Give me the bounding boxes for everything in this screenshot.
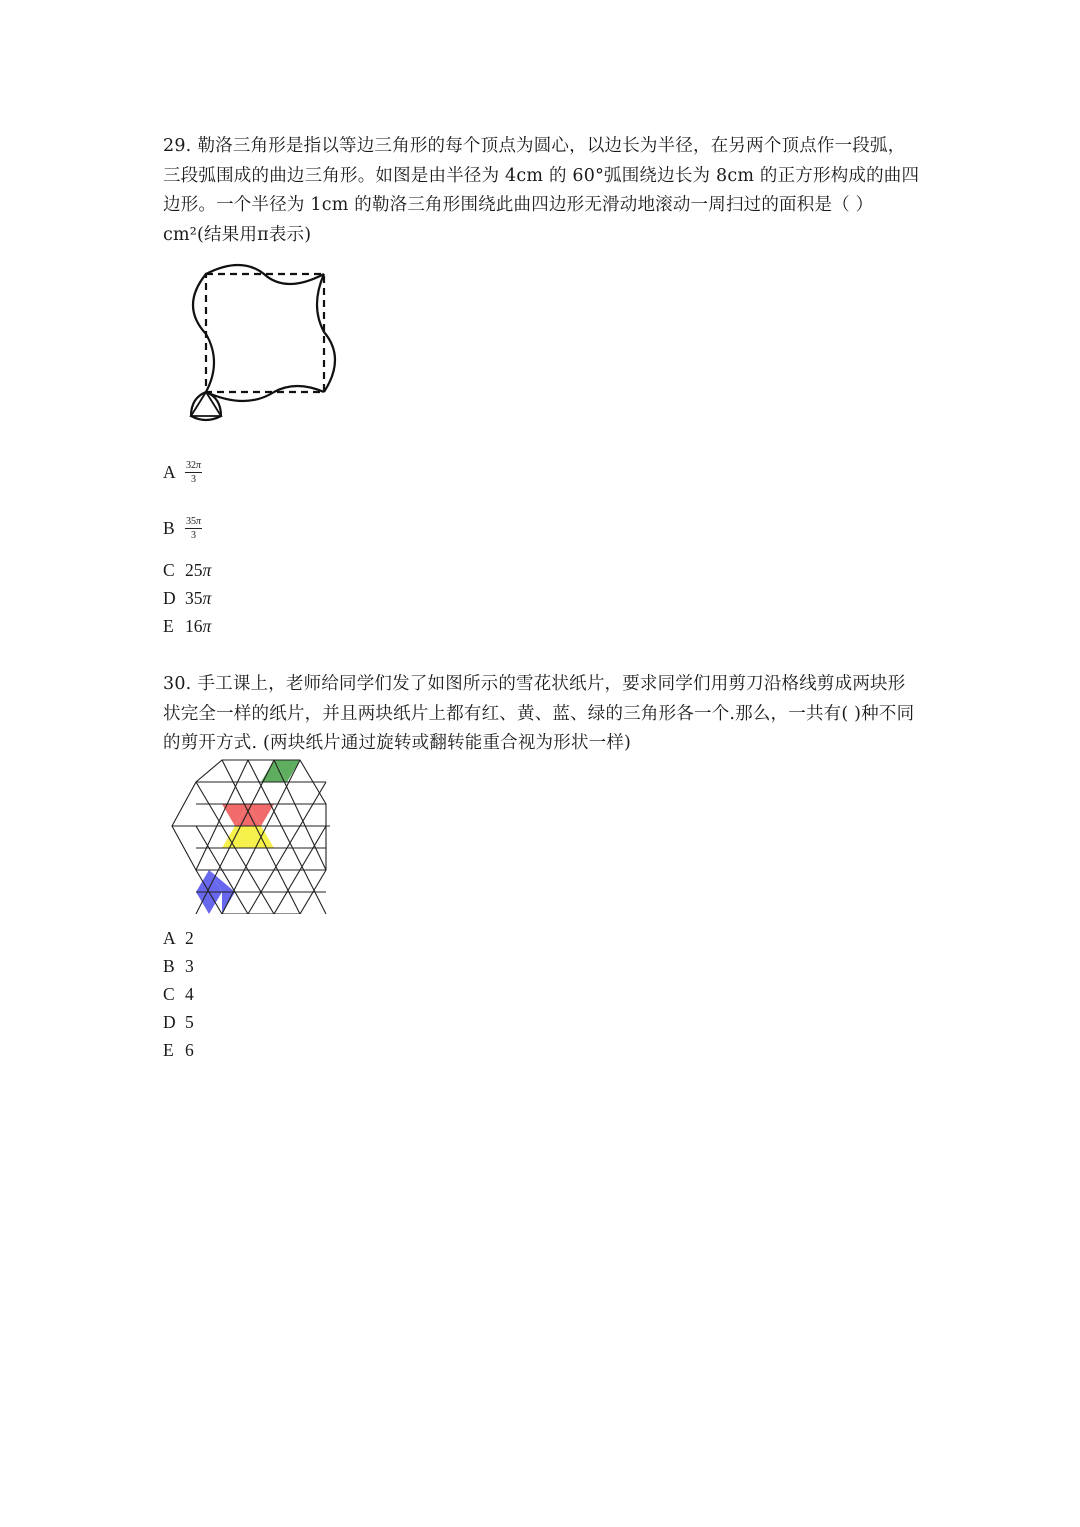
q29-option-d[interactable]: D 35π [163, 588, 212, 608]
q30-option-d[interactable]: D 5 [163, 1012, 194, 1032]
question-29-number: 29. [163, 136, 192, 156]
q30-option-c[interactable]: C 4 [163, 984, 194, 1004]
snowflake-paper-figure [168, 756, 334, 914]
q30-option-b[interactable]: B 3 [163, 956, 194, 976]
q29-option-e[interactable]: E 16π [163, 616, 212, 636]
q30-option-e[interactable]: E 6 [163, 1040, 194, 1060]
q29-option-b[interactable]: B $\frac{35\pi}{3}$ [163, 516, 202, 541]
question-30-number: 30. [163, 674, 192, 694]
q30-option-a[interactable]: A 2 [163, 928, 194, 948]
curved-quadrilateral-figure [186, 258, 356, 428]
dashed-square [206, 274, 324, 392]
question-30 [163, 670, 923, 759]
question-30-text: 手工课上，老师给同学们发了如图所示的雪花状纸片，要求同学们用剪刀沿格线剪成两块形状完全一样的纸片，并且两块纸片上都有红、黄、蓝、绿的三角形各一个.那么，一共有( )种不同的剪开方式. (两块纸片通过旋转或翻转能重合视为形状一样) [163, 674, 915, 753]
bottom-arc [206, 386, 324, 401]
left-arc [193, 274, 214, 392]
question-29 [163, 132, 923, 250]
right-arc [317, 274, 335, 392]
blue-triangle [196, 892, 222, 914]
q29-option-c[interactable]: C 25π [163, 560, 212, 580]
q29-option-a[interactable]: A $\frac{32\pi}{3}$ [163, 460, 202, 485]
question-29-text: 勒洛三角形是指以等边三角形的每个顶点为圆心，以边长为半径，在另两个顶点作一段弧，三段弧围成的曲边三角形。如图是由半径为 4cm 的 60°弧围绕边长为 8cm 的正方形构成的曲四边形。一个半径为 1cm 的勒洛三角形围绕此曲四边形无滑动地滚动一周扫过的面积是（ ）cm²(结果用π表示) [163, 136, 920, 245]
